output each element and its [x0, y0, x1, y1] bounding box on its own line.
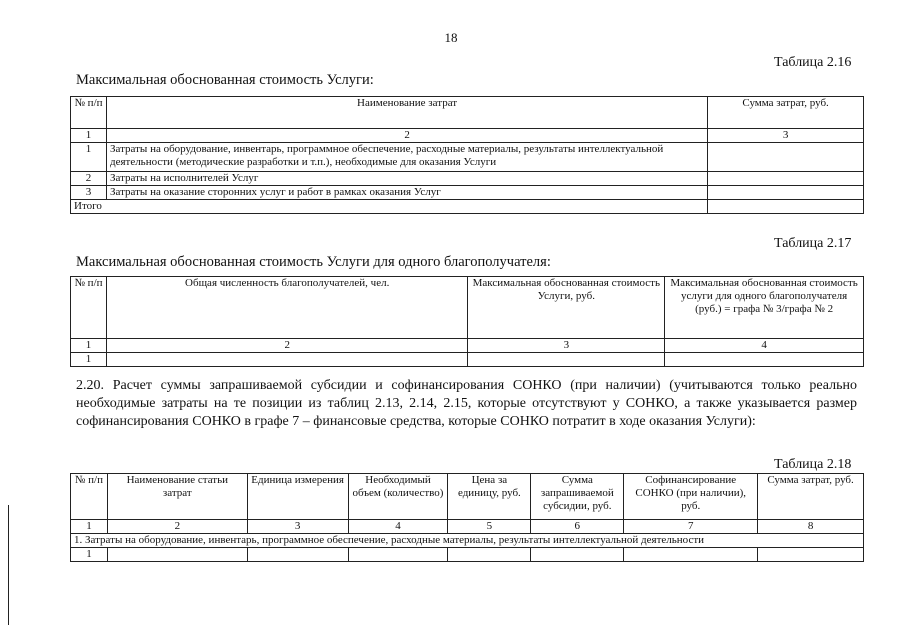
table-2-18 [70, 473, 864, 562]
column-number: 5 [448, 520, 531, 534]
header-cell: Общая численность благополучателей, чел. [106, 277, 467, 339]
header-cell: Наименование затрат [106, 97, 707, 129]
column-number: 4 [348, 520, 448, 534]
header-cell: № п/п [71, 97, 107, 129]
header-cell: Максимальная обоснованная стоимость услуги для одного благополучателя (руб.) = графа № 3/графа № 2 [665, 277, 864, 339]
column-number: 1 [71, 339, 107, 353]
header-cell: Сумма затрат, руб. [708, 97, 864, 129]
table-cell [106, 353, 467, 367]
header-cell: Наименование статьи затрат [107, 474, 247, 520]
header-cell: Единица измерения [247, 474, 348, 520]
table-cell [665, 353, 864, 367]
table-row [71, 143, 864, 172]
column-number: 3 [468, 339, 665, 353]
section-label: 1. Затраты на оборудование, инвентарь, программное обеспечение, расходные материалы, результаты интеллектуальной деятельности [71, 534, 864, 548]
section-2-20-paragraph: 2.20. Расчет суммы запрашиваемой субсидии и софинансирования СОНКО (при наличии) (учитываются только реально необходимые затраты на те позиции из таблиц 2.13, 2.14, 2.15, которые отсутствуют у СОНКО, а также указывается размер софинансирования СОНКО в графе 7 – финансовые средства, которые СОНКО потратит в ходе оказания Услуги): [76, 378, 857, 429]
row-name: Затраты на оказание сторонних услуг и работ в рамках оказания Услуг [106, 186, 707, 200]
table-row [71, 172, 864, 186]
column-number: 3 [708, 129, 864, 143]
table-row [71, 186, 864, 200]
header-cell: Максимальная обоснованная стоимость Услуги, руб. [468, 277, 665, 339]
row-sum [708, 172, 864, 186]
row-name: Затраты на исполнителей Услуг [106, 172, 707, 186]
table-cell [468, 353, 665, 367]
table-2-16-caption: Таблица 2.16 [774, 55, 852, 70]
column-number: 8 [758, 520, 864, 534]
total-row [71, 200, 864, 214]
column-number: 1 [71, 129, 107, 143]
column-number: 7 [624, 520, 758, 534]
table-row [71, 548, 864, 562]
header-cell: Сумма затрат, руб. [758, 474, 864, 520]
header-cell: № п/п [71, 474, 108, 520]
table-2-18-caption: Таблица 2.18 [774, 457, 852, 472]
row-sum [708, 186, 864, 200]
row-number: 2 [71, 172, 107, 186]
table-2-17 [70, 276, 864, 367]
table-cell [448, 548, 531, 562]
table-cell [247, 548, 348, 562]
header-cell: Сумма запрашиваемой субсидии, руб. [531, 474, 624, 520]
row-number: 1 [71, 548, 108, 562]
column-number: 3 [247, 520, 348, 534]
table-cell [758, 548, 864, 562]
row-name: Затраты на оборудование, инвентарь, программное обеспечение, расходные материалы, результаты интеллектуальной деятельности (методические разработки и т.п.), необходимые для оказания Услуги [106, 143, 707, 172]
table-cell [107, 548, 247, 562]
column-number: 2 [106, 339, 467, 353]
column-number: 1 [71, 520, 108, 534]
row-number: 1 [71, 353, 107, 367]
table-2-17-title: Максимальная обоснованная стоимость Услуги для одного благополучателя: [76, 254, 551, 270]
header-cell: № п/п [71, 277, 107, 339]
page-number: 18 [444, 30, 458, 45]
header-cell: Необходимый объем (количество) [348, 474, 448, 520]
table-cell [531, 548, 624, 562]
table-2-16-title: Максимальная обоснованная стоимость Услуги: [76, 72, 374, 88]
row-sum [708, 143, 864, 172]
total-label: Итого [71, 200, 708, 214]
column-number: 2 [107, 520, 247, 534]
column-number: 4 [665, 339, 864, 353]
margin-line [8, 505, 9, 625]
table-2-16 [70, 96, 864, 214]
column-number: 6 [531, 520, 624, 534]
row-number: 3 [71, 186, 107, 200]
row-number: 1 [71, 143, 107, 172]
table-cell [624, 548, 758, 562]
header-cell: Цена за единицу, руб. [448, 474, 531, 520]
column-number: 2 [106, 129, 707, 143]
table-row [71, 353, 864, 367]
total-value [708, 200, 864, 214]
table-cell [348, 548, 448, 562]
table-2-17-caption: Таблица 2.17 [774, 236, 852, 251]
section-row [71, 534, 864, 548]
header-cell: Софинансирование СОНКО (при наличии), руб. [624, 474, 758, 520]
